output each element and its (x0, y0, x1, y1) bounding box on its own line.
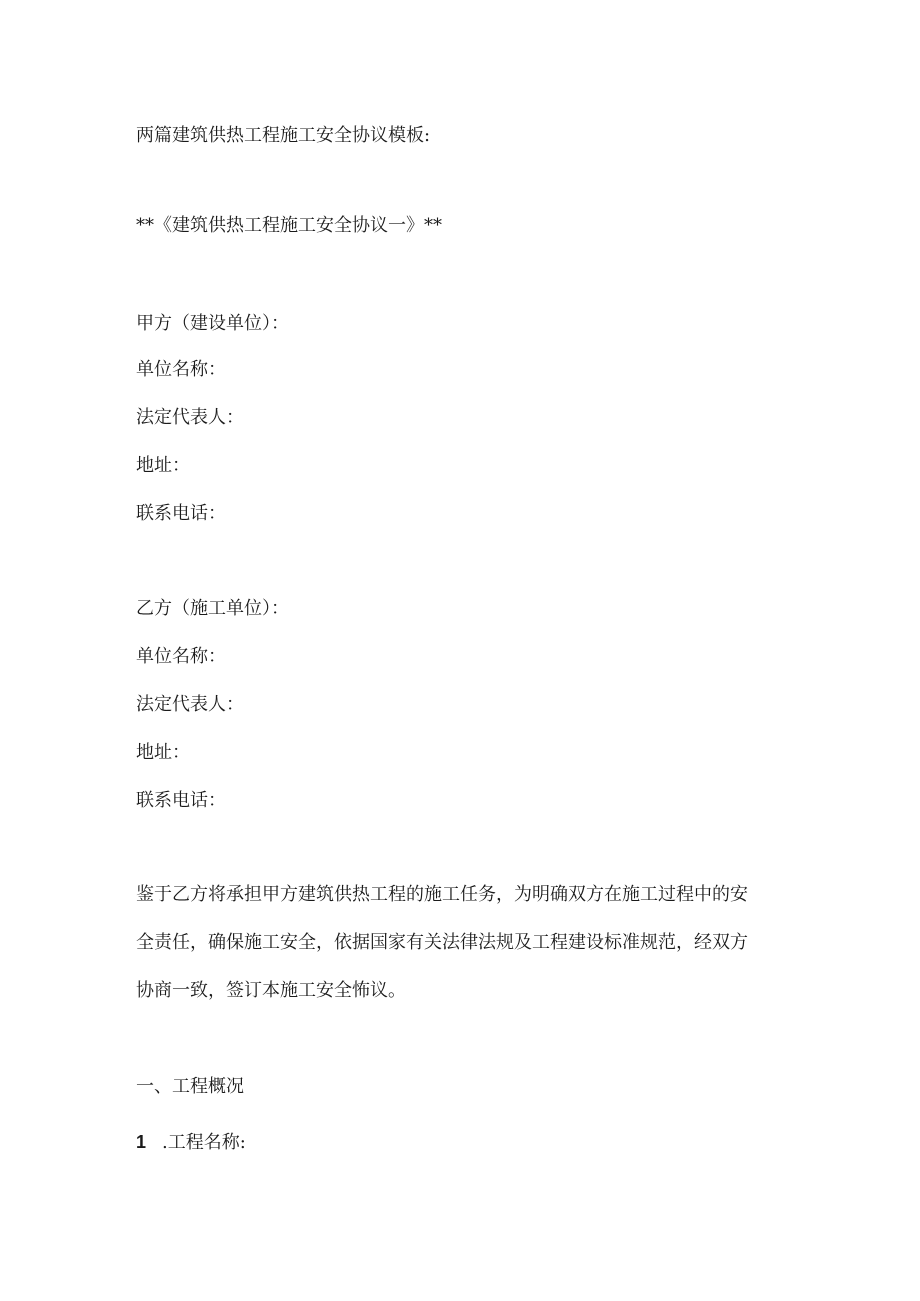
intro-paragraph (136, 883, 786, 1027)
party-b-label: 乙方（施工单位）： (136, 598, 289, 619)
party-a-phone-field: 联系电话： (136, 503, 226, 524)
item-number: 1 (136, 1132, 147, 1152)
party-a-rep-field: 法定代表人： (136, 407, 244, 428)
party-b-phone-field: 联系电话： (136, 790, 226, 811)
party-b-rep-field: 法定代表人： (136, 694, 244, 715)
intro-line: 鉴于乙方将承担甲方建筑供热工程的施工任务，为明确双方在施工过程中的安 (136, 884, 748, 905)
item-text: .工程名称: (162, 1132, 246, 1153)
section-heading: 一、工程概况 (136, 1076, 244, 1097)
party-b-name-field: 单位名称： (136, 646, 226, 667)
intro-line: 全责任，确保施工安全，依据国家有关法律法规及工程建设标准规范，经双方 (136, 932, 748, 953)
party-a-name-field: 单位名称： (136, 359, 226, 380)
party-b-address-field: 地址： (136, 742, 190, 763)
party-a-label: 甲方（建设单位）： (136, 313, 289, 334)
party-a-address-field: 地址： (136, 455, 190, 476)
section-item (136, 1130, 246, 1155)
intro-line: 协商一致，签订本施工安全怖议。 (136, 980, 406, 1001)
agreement-title: **《建筑供热工程施工安全协议一》** (136, 215, 442, 236)
document-heading: 两篇建筑供热工程施工安全协议模板: (136, 125, 431, 146)
